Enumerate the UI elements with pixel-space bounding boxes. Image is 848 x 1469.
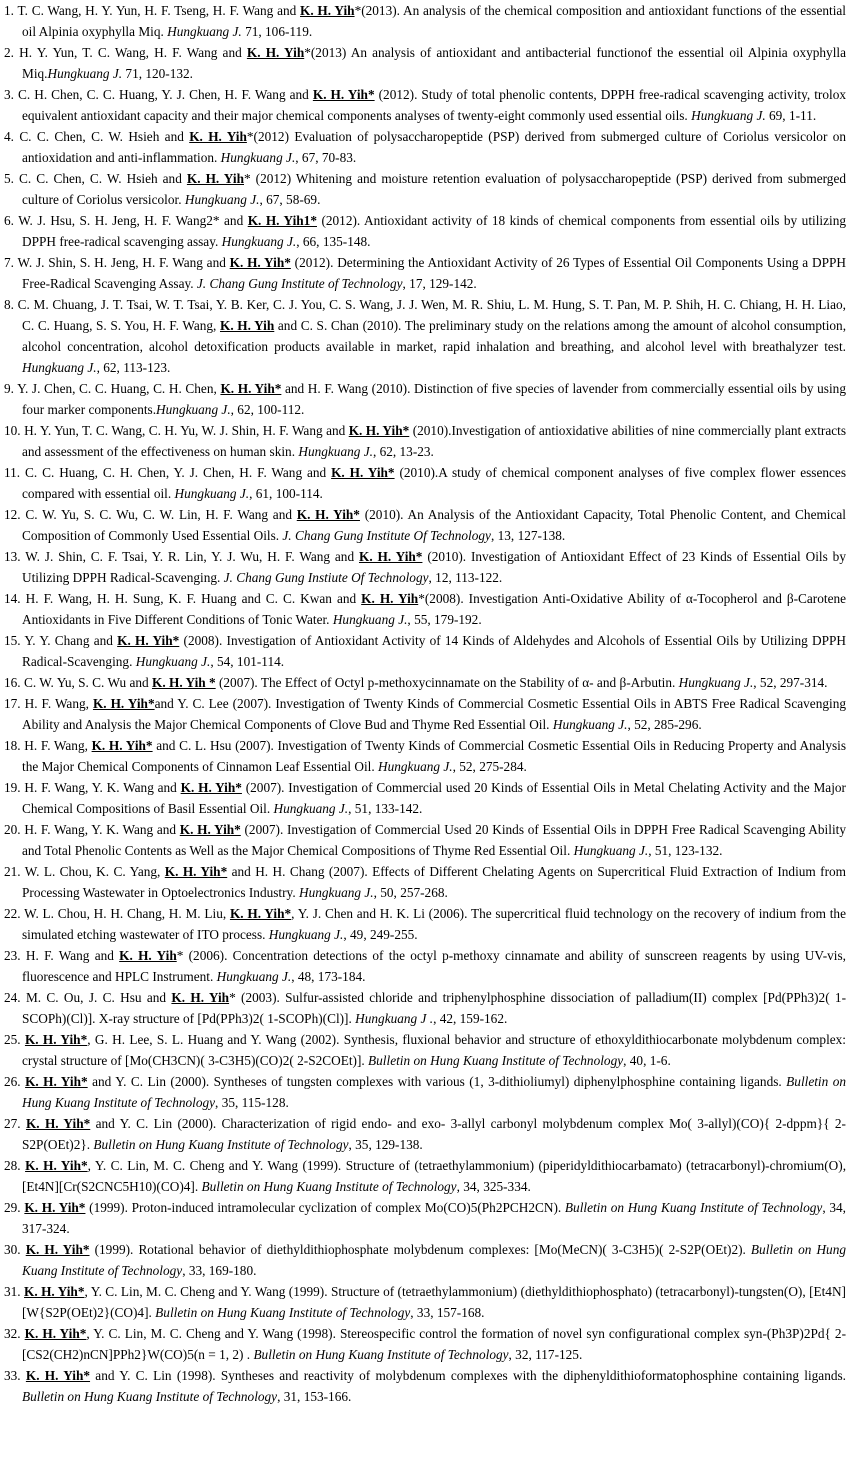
reference-journal: Hungkuang J. xyxy=(156,402,231,417)
reference-item xyxy=(4,126,846,168)
highlighted-author: K. H. Yih xyxy=(171,990,230,1005)
highlighted-author: K. H. Yih* xyxy=(296,507,360,522)
reference-item xyxy=(4,378,846,420)
reference-volume-pages: 69, 1-11. xyxy=(765,108,817,123)
reference-authors: T. C. Wang, H. Y. Yun, H. F. Tseng, H. F. Wang and xyxy=(17,3,301,18)
reference-item xyxy=(4,987,846,1029)
reference-volume-pages: , 34, 325-334. xyxy=(456,1179,531,1194)
reference-volume-pages: , 13, 127-138. xyxy=(490,528,566,543)
reference-number: 4. xyxy=(4,129,14,144)
reference-journal: Hungkuang J. xyxy=(273,801,349,816)
reference-item xyxy=(4,210,846,252)
reference-title: *(2012) Evaluation of polysaccharopeptide (PSP) derived from submerged culture of Coriolus versicolor on antioxidation and anti-inflammation. xyxy=(22,129,847,165)
reference-number: 12. xyxy=(4,507,21,522)
reference-journal: J. Chang Gung Institute Of Technology xyxy=(282,528,491,543)
reference-item xyxy=(4,1281,846,1323)
reference-title: (2007). Investigation of Commercial used 20 Kinds of Essential Oils in Metal Chelating Activity and the Major Chemical Compositions of Basil Essential Oil. xyxy=(22,780,846,816)
highlighted-author: K. H. Yih* xyxy=(164,864,228,879)
highlighted-author: K. H. Yih* xyxy=(25,1116,91,1131)
highlighted-author: K. H. Yih* xyxy=(25,1158,88,1173)
reference-journal: Hungkuang J. xyxy=(552,717,628,732)
reference-authors: H. F. Wang, H. H. Sung, K. F. Huang and C. C. Kwan and xyxy=(25,591,362,606)
reference-volume-pages: , 62, 100-112. xyxy=(230,402,305,417)
reference-item xyxy=(4,294,846,378)
reference-authors: H. F. Wang, xyxy=(24,738,92,753)
reference-number: 18. xyxy=(4,738,21,753)
reference-item xyxy=(4,672,846,693)
reference-volume-pages: , 52, 275-284. xyxy=(452,759,527,774)
reference-number: 9. xyxy=(4,381,14,396)
highlighted-author: K. H. Yih xyxy=(361,591,419,606)
reference-volume-pages: , 34, 317-324. xyxy=(22,1200,846,1236)
reference-number: 24. xyxy=(4,990,21,1005)
reference-title: (2008). Investigation of Antioxidant Activity of 14 Kinds of Aldehydes and Alcohols of Essential Oils by Utilizing DPPH Radical-Scavenging. xyxy=(22,633,846,669)
reference-item xyxy=(4,630,846,672)
highlighted-author: K. H. Yih* xyxy=(348,423,410,438)
reference-journal: Hungkuang J. xyxy=(378,759,453,774)
reference-item xyxy=(4,945,846,987)
reference-volume-pages: , 61, 100-114. xyxy=(249,486,323,501)
reference-volume-pages: , 42, 159-162. xyxy=(433,1011,508,1026)
reference-journal: Hungkuang J. xyxy=(174,486,250,501)
reference-item xyxy=(4,42,846,84)
highlighted-author: K. H. Yih1* xyxy=(247,213,317,228)
reference-journal: Hungkuang J. xyxy=(221,234,297,249)
reference-volume-pages: , 48, 173-184. xyxy=(291,969,366,984)
highlighted-author: K. H. Yih* xyxy=(25,1242,90,1257)
reference-item xyxy=(4,168,846,210)
reference-volume-pages: , 52, 297-314. xyxy=(753,675,828,690)
highlighted-author: K. H. Yih* xyxy=(358,549,423,564)
reference-item xyxy=(4,1029,846,1071)
reference-journal: Hungkuang J. xyxy=(573,843,649,858)
highlighted-author: K. H. Yih* xyxy=(24,1284,85,1299)
highlighted-author: K. H. Yih* xyxy=(92,696,155,711)
reference-authors: C. C. Chen, C. W. Hsieh and xyxy=(19,171,187,186)
reference-number: 14. xyxy=(4,591,21,606)
reference-authors: C. C. Chen, C. W. Hsieh and xyxy=(19,129,190,144)
reference-volume-pages: 71, 106-119. xyxy=(241,24,313,39)
reference-item xyxy=(4,903,846,945)
reference-authors: W. J. Hsu, S. H. Jeng, H. F. Wang2* and xyxy=(18,213,248,228)
reference-number: 23. xyxy=(4,948,21,963)
reference-volume-pages: , 67, 70-83. xyxy=(295,150,357,165)
reference-volume-pages: , 62, 13-23. xyxy=(372,444,434,459)
reference-authors: Y. Y. Chang and xyxy=(24,633,118,648)
reference-authors: W. L. Chou, H. H. Chang, H. M. Liu, xyxy=(24,906,230,921)
highlighted-author: K. H. Yih* xyxy=(180,780,242,795)
reference-item xyxy=(4,1155,846,1197)
reference-volume-pages: 71, 120-132. xyxy=(122,66,194,81)
reference-authors: C. C. Huang, C. H. Chen, Y. J. Chen, H. F. Wang and xyxy=(25,465,332,480)
reference-volume-pages: , 54, 101-114. xyxy=(210,654,285,669)
reference-number: 28. xyxy=(4,1158,21,1173)
reference-authors: C. W. Yu, S. C. Wu and xyxy=(23,675,152,690)
highlighted-author: K. H. Yih xyxy=(300,3,355,18)
reference-volume-pages: , 32, 117-125. xyxy=(508,1347,583,1362)
reference-volume-pages: , 66, 135-148. xyxy=(296,234,371,249)
reference-authors: H. F. Wang, Y. K. Wang and xyxy=(24,822,180,837)
reference-journal: Bulletin on Hung Kuang Institute of Technology xyxy=(93,1137,349,1152)
highlighted-author: K. H. Yih* xyxy=(25,1074,88,1089)
reference-volume-pages: , 51, 133-142. xyxy=(348,801,423,816)
reference-journal: Hungkuang J. xyxy=(332,612,408,627)
reference-volume-pages: , 52, 285-296. xyxy=(627,717,702,732)
reference-item xyxy=(4,1323,846,1365)
reference-number: 2. xyxy=(4,45,14,60)
reference-journal: Bulletin on Hung Kuang Institute of Technology xyxy=(201,1179,457,1194)
reference-item xyxy=(4,0,846,42)
reference-title: (2012). Study of total phenolic contents, DPPH free-radical scavenging activity, trolox equivalent antioxidant capacity and their major chemical components analyses of twenty-eight commonly used essential oils. xyxy=(22,87,846,123)
highlighted-author: K. H. Yih* xyxy=(24,1032,88,1047)
highlighted-author: K. H. Yih xyxy=(219,318,275,333)
reference-journal: Hungkuang J. xyxy=(220,150,296,165)
reference-item xyxy=(4,462,846,504)
reference-item xyxy=(4,861,846,903)
reference-title: (1999). Proton-induced intramolecular cyclization of complex Mo(CO)5(Ph2PCH2CN). xyxy=(85,1200,565,1215)
highlighted-author: K. H. Yih* xyxy=(179,822,241,837)
reference-journal: Hungkuang J. xyxy=(678,675,754,690)
reference-authors: H. Y. Yun, T. C. Wang, H. F. Wang and xyxy=(19,45,247,60)
reference-title: and Y. C. Lin (2000). Characterization of rigid endo- and exo- 3-allyl carbonyl molybdenum complex Mo( 3-allyl)(CO){ 2-dppm}{ 2-S2P(OEt)2}. xyxy=(22,1116,846,1152)
reference-item xyxy=(4,546,846,588)
reference-title: and H. F. Wang (2010). Distinction of five species of lavender from commercially essential oils by using four marker components. xyxy=(22,381,846,417)
reference-volume-pages: , 33, 157-168. xyxy=(410,1305,485,1320)
reference-item xyxy=(4,1197,846,1239)
reference-item xyxy=(4,84,846,126)
reference-title: * (2003). Sulfur-assisted chloride and triphenylphosphine dissociation of palladium(II) complex [Pd(PPh3)2( 1-SCOPh)(Cl)]. X-ray structure of [Pd(PPh3)2( 1-SCOPh)(Cl)]. xyxy=(22,990,847,1026)
reference-number: 7. xyxy=(4,255,14,270)
reference-journal: Hungkuang J. xyxy=(184,192,260,207)
reference-title: , Y. C. Lin, M. C. Cheng and Y. Wang (1998). Stereospecific control the formation of novel syn configurational complex syn-(Ph3P)2Pd{ 2-[CS2(CH2)nCN]PPh2}W(CO)5(n = 1, 2) . xyxy=(22,1326,846,1362)
reference-journal: Bulletin on Hung Kuang Institute of Technology xyxy=(22,1242,846,1278)
reference-authors: H. F. Wang, xyxy=(24,696,93,711)
reference-title: and Y. C. Lin (1998). Syntheses and reactivity of molybdenum complexes with the diphenyldithioformatophosphine containing ligands. xyxy=(90,1368,846,1383)
reference-authors: C. W. Yu, S. C. Wu, C. W. Lin, H. F. Wang and xyxy=(25,507,297,522)
reference-number: 19. xyxy=(4,780,21,795)
reference-title: * (2006). Concentration detections of the octyl p-methoxy cinnamate and ability of sunscreen reagents by using UV-vis, fluorescence and HPLC Instrument. xyxy=(22,948,847,984)
reference-title: * (2012) Whitening and moisture retention evaluation of polysaccharopeptide (PSP) derived from submerged culture of Coriolus versicolor. xyxy=(22,171,847,207)
reference-authors: W. J. Shin, S. H. Jeng, H. F. Wang and xyxy=(17,255,230,270)
reference-volume-pages: , 50, 257-268. xyxy=(373,885,448,900)
highlighted-author: K. H. Yih xyxy=(246,45,305,60)
reference-journal: Bulletin on Hung Kuang Institute of Technology xyxy=(368,1053,624,1068)
reference-number: 25. xyxy=(4,1032,21,1047)
reference-number: 5. xyxy=(4,171,14,186)
reference-number: 33. xyxy=(4,1368,21,1383)
reference-item xyxy=(4,1071,846,1113)
reference-item xyxy=(4,693,846,735)
reference-number: 17. xyxy=(4,696,21,711)
reference-title: *(2013). An analysis of the chemical composition and antioxidant functions of the essential oil Alpinia oxyphylla Miq. xyxy=(22,3,846,39)
reference-number: 26. xyxy=(4,1074,21,1089)
reference-number: 30. xyxy=(4,1242,21,1257)
highlighted-author: K. H. Yih xyxy=(186,171,244,186)
reference-item xyxy=(4,777,846,819)
reference-journal: Bulletin on Hung Kuang Institute of Technology xyxy=(22,1389,278,1404)
highlighted-author: K. H. Yih* xyxy=(312,87,375,102)
reference-number: 6. xyxy=(4,213,14,228)
reference-authors: W. J. Shin, C. F. Tsai, Y. R. Lin, Y. J. Wu, H. F. Wang and xyxy=(25,549,359,564)
reference-item xyxy=(4,420,846,462)
reference-journal: Hungkuang J. xyxy=(216,969,292,984)
reference-journal: Hungkuang J. xyxy=(268,927,344,942)
reference-title: , Y. J. Chen and H. K. Li (2006). The supercritical fluid technology on the recovery of indium from the simulated etching wastewater of ITO process. xyxy=(22,906,846,942)
reference-title: (2007). Investigation of Commercial Used 20 Kinds of Essential Oils in DPPH Free Radical Scavenging Ability and Total Phenolic Contents as Well as the Major Chemical Compositions of Thyme Red Essential Oil. xyxy=(22,822,846,858)
reference-title: (2010).A study of chemical component analyses of five complex flower essences compared with essential oil. xyxy=(22,465,846,501)
reference-number: 32. xyxy=(4,1326,21,1341)
reference-number: 11. xyxy=(4,465,21,480)
reference-journal: Hungkuang J. xyxy=(298,444,373,459)
reference-journal: Bulletin on Hung Kuang Institute of Technology xyxy=(22,1074,847,1110)
reference-journal: Hungkuang J. xyxy=(691,108,766,123)
reference-authors: C. M. Chuang, J. T. Tsai, W. T. Tsai, Y. B. Ker, C. J. You, C. S. Wang, J. J. Wen, M. R. Shiu, L. M. Hung, S. T. Pan, M. P. Shih, H. C. Chiang, H. H. Liao, C. C. Huang, S. S. You, H. F. Wang, xyxy=(17,297,846,333)
reference-authors: H. Y. Yun, T. C. Wang, C. H. Yu, W. J. Shin, H. F. Wang and xyxy=(24,423,349,438)
highlighted-author: K. H. Yih xyxy=(119,948,177,963)
reference-volume-pages: , 51, 123-132. xyxy=(648,843,723,858)
reference-journal: Hungkuang J. xyxy=(299,885,374,900)
reference-title: and H. H. Chang (2007). Effects of Different Chelating Agents on Supercritical Fluid Extraction of Indium from Processing Wastewater in Optoelectronics Industry. xyxy=(22,864,846,900)
reference-volume-pages: , 55, 179-192. xyxy=(407,612,482,627)
reference-number: 21. xyxy=(4,864,21,879)
reference-volume-pages: , 40, 1-6. xyxy=(623,1053,671,1068)
reference-journal: Hungkuang J. xyxy=(135,654,211,669)
reference-journal: Bulletin on Hung Kuang Institute of Technology xyxy=(155,1305,411,1320)
highlighted-author: K. H. Yih* xyxy=(24,1200,86,1215)
highlighted-author: K. H. Yih* xyxy=(91,738,153,753)
reference-journal: J. Chang Gung Instiute Of Technology xyxy=(223,570,429,585)
reference-number: 8. xyxy=(4,297,14,312)
reference-title: (2012). Antioxidant activity of 18 kinds of chemical components from essential oils by utilizing DPPH free-radical scavenging assay. xyxy=(22,213,846,249)
reference-title: *(2008). Investigation Anti-Oxidative Ability of α-Tocopherol and β-Carotene Antioxidants in Five Different Conditions of Tonic Water. xyxy=(22,591,847,627)
reference-number: 22. xyxy=(4,906,21,921)
reference-journal: Hungkuang J. xyxy=(22,360,97,375)
reference-item xyxy=(4,588,846,630)
reference-title: and C. L. Hsu (2007). Investigation of Twenty Kinds of Commercial Cosmetic Essential Oils in Reducing Property and Analysis the Major Chemical Components of Cinnamon Leaf Essential Oil. xyxy=(22,738,847,774)
highlighted-author: K. H. Yih* xyxy=(117,633,180,648)
reference-item xyxy=(4,1239,846,1281)
reference-number: 15. xyxy=(4,633,21,648)
reference-title: , Y. C. Lin, M. C. Cheng and Y. Wang (1999). Structure of (tetraethylammonium) (piperidyldithiocarbamato) (tetracarbonyl)-chromium(O), [Et4N][Cr(S2CNC5H10)(CO)4]. xyxy=(22,1158,847,1194)
reference-journal: Hungkuang J. xyxy=(47,66,123,81)
reference-volume-pages: , 49, 249-255. xyxy=(343,927,418,942)
reference-number: 20. xyxy=(4,822,21,837)
reference-title: , Y. C. Lin, M. C. Cheng and Y. Wang (1999). Structure of (tetraethylammonium) (diethyldithiophosphato) (tetracarbonyl)-tungsten(O), [Et4N][W{S2P(OEt)2}(CO)4]. xyxy=(22,1284,846,1320)
reference-volume-pages: , 12, 113-122. xyxy=(428,570,503,585)
reference-volume-pages: , 35, 115-128. xyxy=(215,1095,289,1110)
reference-number: 16. xyxy=(4,675,21,690)
highlighted-author: K. H. Yih* xyxy=(24,1326,87,1341)
highlighted-author: K. H. Yih xyxy=(189,129,247,144)
reference-title: (2007). The Effect of Octyl p-methoxycinnamate on the Stability of α- and β-Arbutin. xyxy=(215,675,679,690)
reference-item xyxy=(4,819,846,861)
reference-title: (2010). Investigation of Antioxidant Effect of 23 Kinds of Essential Oils by Utilizing DPPH Radical-Scavenging. xyxy=(22,549,846,585)
reference-title: (2012). Determining the Antioxidant Activity of 26 Types of Essential Oil Components Using a DPPH Free-Radical Scavenging Assay. xyxy=(22,255,846,291)
reference-number: 10. xyxy=(4,423,21,438)
reference-volume-pages: , 35, 129-138. xyxy=(348,1137,423,1152)
reference-item xyxy=(4,252,846,294)
reference-authors: W. L. Chou, K. C. Yang, xyxy=(24,864,165,879)
reference-journal: Bulletin on Hung Kuang Institute of Technology xyxy=(253,1347,509,1362)
reference-title: *(2013) An analysis of antioxidant and antibacterial functionof the essential oil Alpinia oxyphylla Miq. xyxy=(22,45,846,81)
reference-authors: M. C. Ou, J. C. Hsu and xyxy=(25,990,172,1005)
reference-title: , G. H. Lee, S. L. Huang and Y. Wang (2002). Synthesis, fluxional behavior and structure of ethoxyldithiocarbonate molybdenum complex: crystal structure of [Mo(CH3CN)( 3-C3H5)(CO)2( 2-S2COEt)]. xyxy=(22,1032,847,1068)
reference-title: (1999). Rotational behavior of diethyldithiophosphate molybdenum complexes: [Mo(MeCN)( 3-C3H5)( 2-S2P(OEt)2). xyxy=(89,1242,751,1257)
reference-number: 3. xyxy=(4,87,14,102)
reference-item xyxy=(4,504,846,546)
reference-authors: C. H. Chen, C. C. Huang, Y. J. Chen, H. F. Wang and xyxy=(18,87,313,102)
highlighted-author: K. H. Yih* xyxy=(229,906,292,921)
reference-volume-pages: , 17, 129-142. xyxy=(402,276,477,291)
reference-item xyxy=(4,1113,846,1155)
highlighted-author: K. H. Yih* xyxy=(220,381,282,396)
reference-number: 1. xyxy=(4,3,14,18)
reference-item xyxy=(4,735,846,777)
reference-title: and Y. C. Lin (2000). Syntheses of tungsten complexes with various (1, 3-dithioliumyl) diphenylphosphine containing ligands. xyxy=(87,1074,787,1089)
reference-title: (2010). An Analysis of the Antioxidant Capacity, Total Phenolic Content, and Chemical Composition of Commonly Used Essential Oils. xyxy=(22,507,847,543)
reference-volume-pages: , 33, 169-180. xyxy=(182,1263,257,1278)
reference-title: and Y. C. Lee (2007). Investigation of Twenty Kinds of Commercial Cosmetic Essential Oils in ABTS Free Radical Scavenging Ability and Analysis the Major Chemical Components of Clove Bud and Thyme Red Essential Oil. xyxy=(22,696,846,732)
reference-volume-pages: , 31, 153-166. xyxy=(277,1389,352,1404)
reference-journal: J. Chang Gung Institute of Technology xyxy=(196,276,403,291)
reference-number: 31. xyxy=(4,1284,21,1299)
highlighted-author: K. H. Yih * xyxy=(151,675,216,690)
reference-authors: H. F. Wang and xyxy=(25,948,120,963)
highlighted-author: K. H. Yih* xyxy=(331,465,395,480)
reference-number: 27. xyxy=(4,1116,21,1131)
reference-journal: Hungkuang J. xyxy=(167,24,242,39)
reference-journal: Hungkuang J . xyxy=(355,1011,434,1026)
reference-authors: Y. J. Chen, C. C. Huang, C. H. Chen, xyxy=(17,381,221,396)
reference-title: and C. S. Chan (2010). The preliminary study on the relations among the amount of alcohol consumption, alcohol concentration, alcohol detoxification products available in market, rapid inhalation and breathing, and alcohol level with breathalyzer test. xyxy=(22,318,847,354)
reference-number: 29. xyxy=(4,1200,21,1215)
reference-item xyxy=(4,1365,846,1407)
reference-authors: H. F. Wang, Y. K. Wang and xyxy=(24,780,181,795)
reference-volume-pages: , 67, 58-69. xyxy=(259,192,321,207)
reference-number: 13. xyxy=(4,549,21,564)
highlighted-author: K. H. Yih* xyxy=(229,255,291,270)
highlighted-author: K. H. Yih* xyxy=(25,1368,91,1383)
reference-volume-pages: , 62, 113-123. xyxy=(96,360,171,375)
reference-journal: Bulletin on Hung Kuang Institute of Technology xyxy=(564,1200,823,1215)
reference-title: (2010).Investigation of antioxidative abilities of nine commercially plant extracts and assessment of the effectiveness on human skin. xyxy=(22,423,846,459)
